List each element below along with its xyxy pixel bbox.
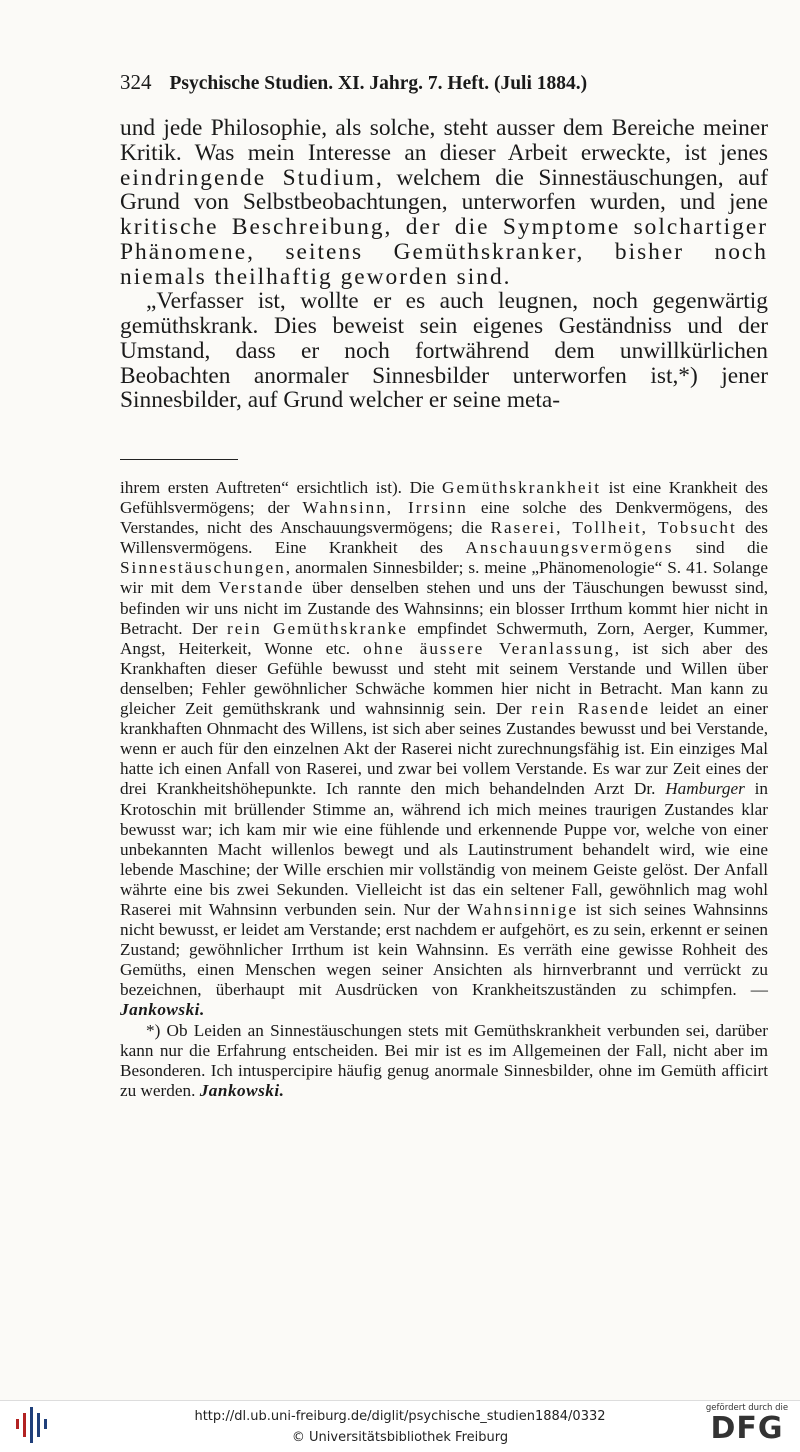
author-signature: Jankowski. (120, 1000, 205, 1020)
dfg-logo-text: DFG (710, 1411, 784, 1446)
text-run: ist sich seines Wahnsinns nicht bewusst, er leidet am Verstande; erst nachdem er aufgehört, es zu sein, erkennt er seinen Zustand; gewöhnlicher Irrthum ist kein Wahnsinn. Es verräth eine gewisse Rohheit des Gemüths, einen Menschen wegen seiner Ansichten als hirnverbrannt und verrückt zu bezeichnen, überhaupt mit Ausdrücken von Krankheitszuständen zu schimpfen. — (120, 899, 768, 1000)
text-run: Verstande (218, 578, 305, 598)
text-run: , ist sich aber des Krankhaften dieser Gefühle bewusst und steht mit seinem Verstande und Willen über denselben; Fehler gewöhnlicher Schwäche kommen hier nicht in Betracht. Man kann zu gleicher Zeit gemüthskrank und wahnsinnig sein. Der (120, 638, 768, 719)
text-run: über denselben stehen und uns der Täuschungen bewusst sind, befinden wir uns nicht im Zustande des Wahnsinns; ein blosser Irrthum kommt hier nicht in Betracht. Der (120, 578, 768, 638)
dfg-caption: gefördert durch die (705, 1403, 789, 1413)
text-run: Sinnestäuschungen (120, 558, 286, 578)
text-run: Hamburger (665, 779, 745, 799)
text-run: Anschauungsvermögens (465, 538, 674, 558)
text-run: leidet an einer krankhaften Ohnmacht des Willens, ist sich aber seines Zustandes bewusst und bei Verstande, wenn er auch für den einzelnen Akt der Raserei nicht zurechnungsfähig ist. Ein einziges Mal hatte ich einen Anfall von Raserei, und zwar bei vollem Verstande. Es war zur Zeit eines der drei Krankheitshöhepunkte. Ich rannte den mich behandelnden Arzt Dr. (120, 699, 768, 799)
text-run: Wahnsinn, Irrsinn (302, 498, 468, 518)
text-run: eine solche des Denkvermögens, des Verstandes, nicht des Anschauungsvermögens; die (120, 498, 769, 538)
text-run: , anormalen Sinnesbilder; s. meine „Phänomenologie“ S. 41. Solange wir mit dem (120, 558, 768, 598)
text-run: sind die (673, 538, 768, 558)
text-run: *) Ob Leiden an Sinnestäuschungen stets mit Gemüthskrankheit verbunden sei, darüber kann nur die Erfahrung entscheiden. Bei mir ist es im Allgemeinen der Fall, nicht aber im Besonderen. Ich intuspercipire häufig genug anormale Sinnesbilder, ohne im Gemüth afficirt zu werden. (120, 1020, 768, 1100)
footnote-rule (120, 459, 238, 460)
text-run: eindringende Studium (120, 164, 376, 191)
text-run: rein Rasende (531, 699, 651, 719)
text-run: kritische Beschreibung, der die Symptome solchartiger Phänomene, seitens Gemüthskranker, bisher noch niemals theilhaftig geworden sind. (120, 214, 768, 290)
text-run: „Verfasser ist, wollte er es auch leugnen, noch gegenwärtig gemüthskrank. Dies beweist sein eigenes Geständniss und der Umstand, dass er noch fortwährend dem unwillkürlichen Beobachten anormaler Sinnesbilder unterworfen ist,*) jener Sinnesbilder, auf Grund welcher er seine meta- (120, 288, 768, 414)
footnote-continued (120, 478, 768, 1021)
running-title: Psychische Studien. XI. Jahrg. 7. Heft. (Juli 1884.) (169, 73, 588, 94)
text-run: ist eine Krankheit des Gefühlsvermögens; der (120, 478, 768, 518)
dfg-logo (702, 1403, 792, 1445)
author-signature: Jankowski. (199, 1080, 285, 1100)
text-run: ohne äussere Veranlassung (363, 638, 615, 658)
text-run: empfindet Schwermuth, Zorn, Aerger, Kummer, Angst, Heiterkeit, Wonne etc. (120, 618, 769, 658)
main-text (120, 116, 768, 413)
text-run: und jede Philosophie, als solche, steht ausser dem Bereiche meiner Kritik. Was mein Interesse an dieser Arbeit erweckte, ist jenes (120, 115, 768, 166)
text-run: Wahnsinnige (466, 899, 579, 919)
paragraph-1 (120, 116, 768, 289)
footnote-asterisk (120, 1021, 768, 1101)
text-run: rein Gemüthskranke (227, 618, 408, 638)
text-run: ihrem ersten Auftreten“ ersichtlich ist). Die (120, 478, 443, 497)
text-run: des Willensvermögens. Eine Krankheit des (120, 518, 768, 558)
viewer-footer (0, 1400, 800, 1452)
text-run: Raserei, Tollheit, Tobsucht (490, 518, 737, 538)
running-header (120, 70, 780, 95)
copyright-notice: © Universitätsbibliothek Freiburg (291, 1430, 509, 1445)
paragraph-2 (120, 289, 768, 413)
text-run: , welchem die Sinnestäuschungen, auf Grund von Selbstbeobachtungen, unterworfen wurden, und jene (120, 164, 768, 216)
text-run: in Krotoschin mit brüllender Stimme an, während ich mich meines traurigen Zustandes klar bewusst war; ich kam mir wie eine fühlende und erkennende Puppe vor, welche von einer unbekannten Macht willenlos bewegt und als Lautinstrument behandelt wird, wie eine lebende Maschine; der Wille erschien mir vollständig von meinem Geiste gelöst. Der Anfall währte eine bis zwei Sekunden. Vielleicht ist das ein seltener Fall, gewöhnlich mag wohl Raserei mit Wahnsinn verbunden sein. Nur der (120, 779, 768, 919)
page-number: 324 (120, 70, 152, 94)
source-url-link[interactable]: http://dl.ub.uni-freiburg.de/diglit/psychische_studien1884/0332 (194, 1409, 606, 1424)
text-run: Gemüthskrankheit (442, 478, 602, 497)
footnotes (120, 478, 768, 1101)
